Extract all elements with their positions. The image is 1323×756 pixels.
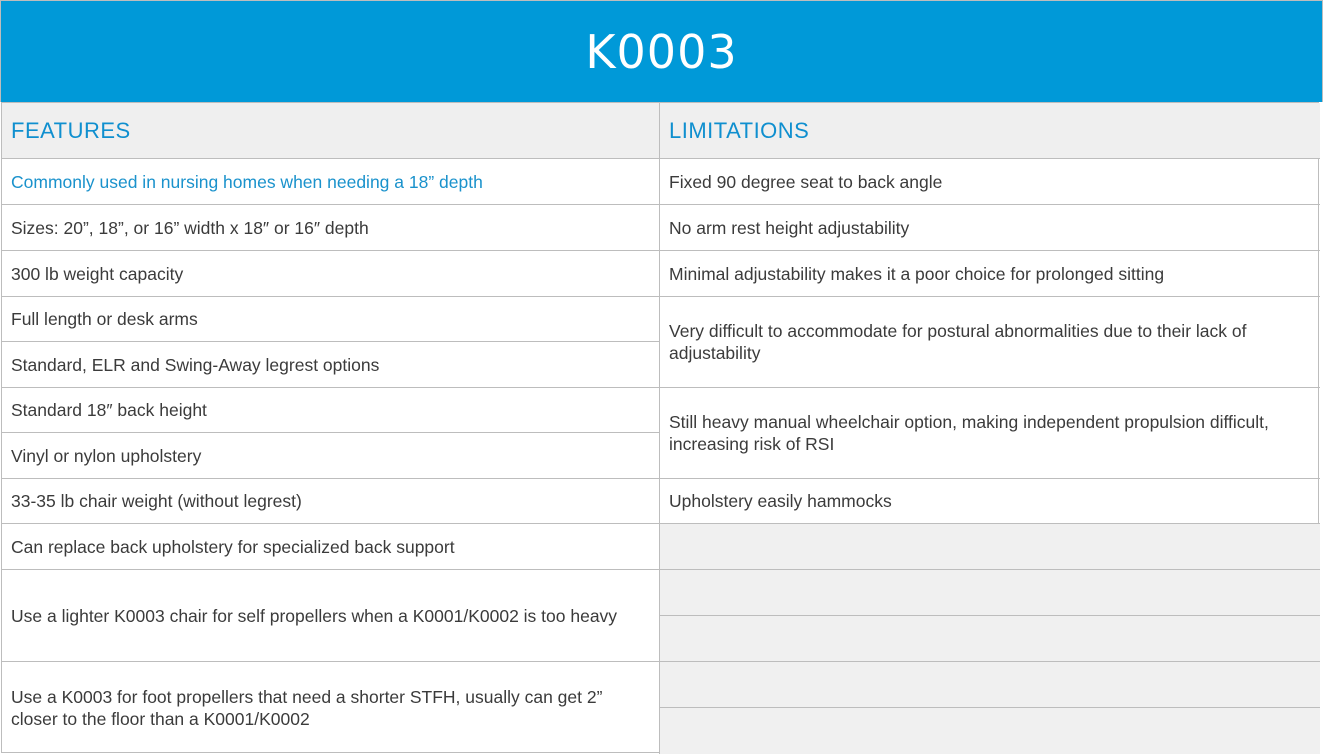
empty-cell	[660, 708, 1320, 754]
empty-cell	[660, 570, 1320, 616]
limitation-item: Fixed 90 degree seat to back angle	[660, 159, 1320, 205]
limitation-item: Still heavy manual wheelchair option, making independent propulsion difficult, increasing risk of RSI	[660, 388, 1320, 479]
limitation-item: No arm rest height adjustability	[660, 205, 1320, 251]
limitation-item: Very difficult to accommodate for postural abnormalities due to their lack of adjustability	[660, 297, 1320, 388]
empty-cell	[660, 524, 1320, 570]
feature-item: 300 lb weight capacity	[2, 251, 660, 297]
features-column-header: FEATURES	[2, 103, 660, 159]
limitation-item: Upholstery easily hammocks	[660, 479, 1320, 524]
features-limitations-table	[1, 102, 1319, 753]
feature-item: Commonly used in nursing homes when needing a 18” depth	[2, 159, 660, 205]
feature-item: Vinyl or nylon upholstery	[2, 433, 660, 479]
feature-item: 33-35 lb chair weight (without legrest)	[2, 479, 660, 524]
feature-item: Full length or desk arms	[2, 297, 660, 342]
limitation-item: Minimal adjustability makes it a poor choice for prolonged sitting	[660, 251, 1320, 297]
feature-item: Use a lighter K0003 chair for self propellers when a K0001/K0002 is too heavy	[2, 570, 660, 662]
feature-item: Standard, ELR and Swing-Away legrest options	[2, 342, 660, 388]
feature-item: Sizes: 20”, 18”, or 16” width x 18″ or 16″ depth	[2, 205, 660, 251]
table-title-banner	[0, 0, 1323, 102]
feature-item: Can replace back upholstery for specialized back support	[2, 524, 660, 570]
empty-cell	[660, 616, 1320, 662]
empty-cell	[660, 662, 1320, 708]
limitations-column-header: LIMITATIONS	[660, 103, 1320, 159]
table-title: K0003	[585, 24, 738, 79]
feature-item: Standard 18″ back height	[2, 388, 660, 433]
feature-item: Use a K0003 for foot propellers that need a shorter STFH, usually can get 2” closer to the floor than a K0001/K0002	[2, 662, 660, 754]
